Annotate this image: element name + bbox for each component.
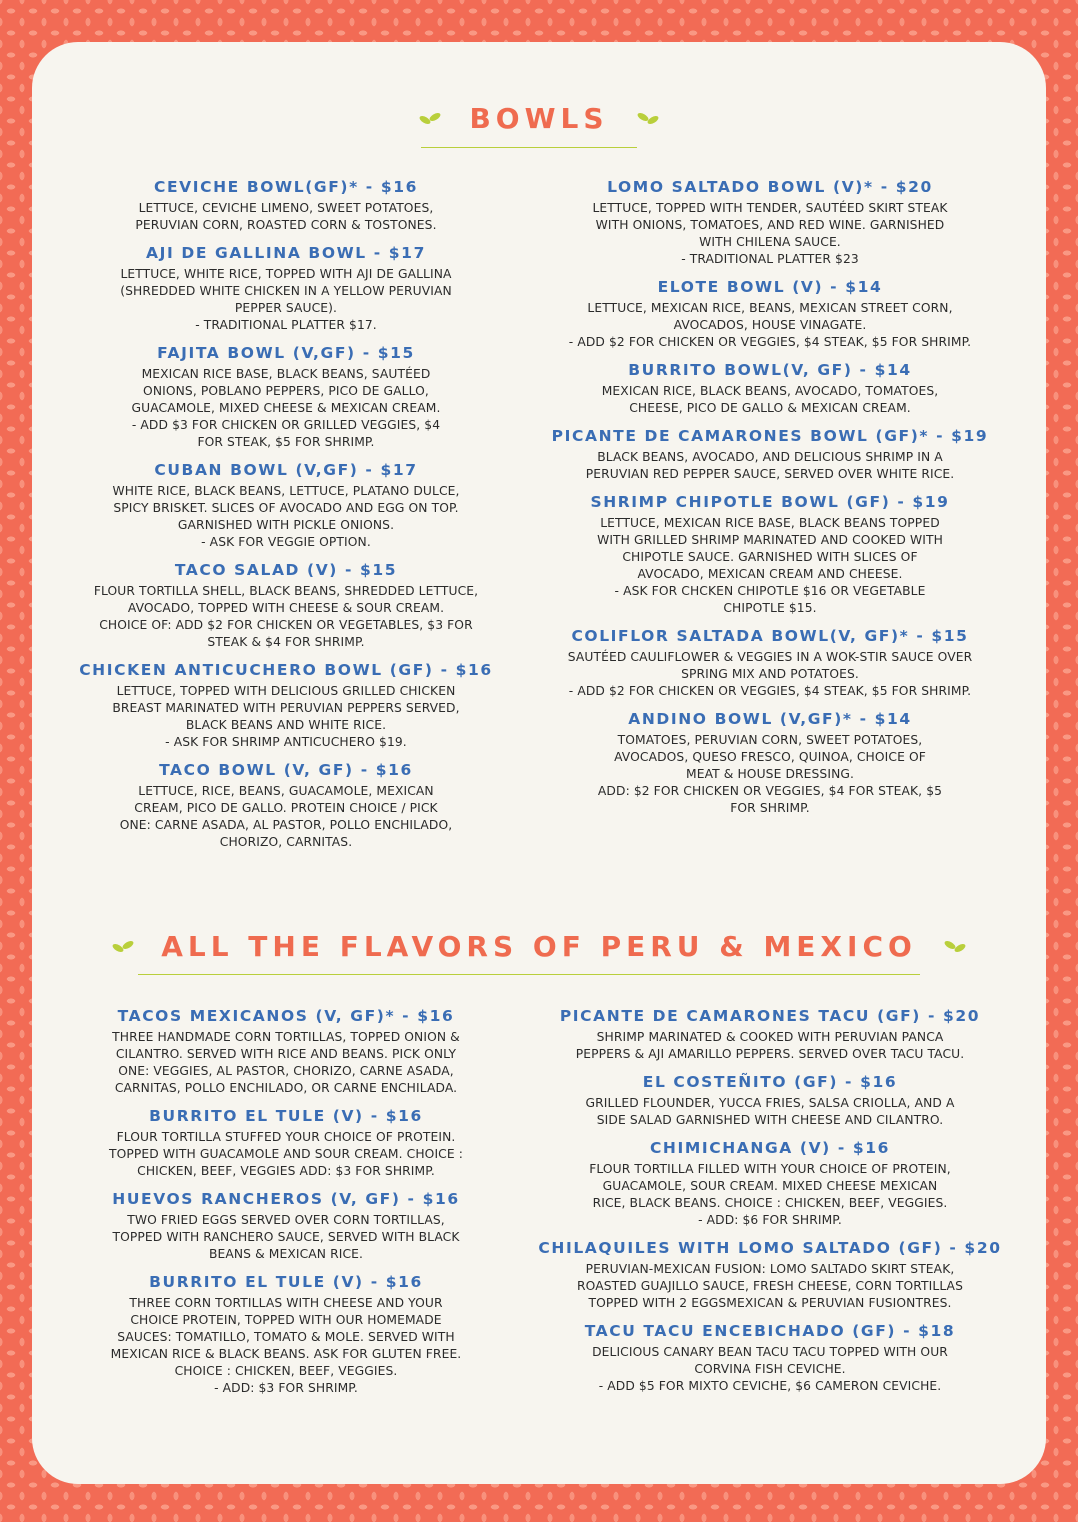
- menu-item: [540, 493, 1000, 617]
- menu-item-name: LOMO SALTADO BOWL (V)* - $20: [607, 178, 933, 196]
- menu-item: [70, 1107, 502, 1180]
- menu-item: [540, 427, 1000, 483]
- flavors-divider: [138, 974, 920, 975]
- menu-item-description: THREE HANDMADE CORN TORTILLAS, TOPPED ONION & CILANTRO. SERVED WITH RICE AND BEANS. PICK ONLY ONE: VEGGIES, AL PASTOR, CHORIZO, CARNE ASADA, CARNITAS, POLLO ENCHILADO, OR CARNE ENCHILADA.: [112, 1030, 460, 1095]
- menu-item: [70, 178, 502, 234]
- menu-item: [70, 1007, 502, 1097]
- menu-item-description: BLACK BEANS, AVOCADO, AND DELICIOUS SHRIMP IN A PERUVIAN RED PEPPER SAUCE, SERVED OVER WHITE RICE.: [585, 450, 955, 481]
- menu-item: [70, 344, 502, 451]
- menu-item-description: PERUVIAN-MEXICAN FUSION: LOMO SALTADO SKIRT STEAK, ROASTED GUAJILLO SAUCE, FRESH CHEESE, CORN TORTILLAS TOPPED WITH 2 EGGSMEXICAN & PERUVIAN FUSIONTRES.: [577, 1262, 963, 1310]
- menu-item-name: CHICKEN ANTICUCHERO BOWL (GF) - $16: [79, 661, 493, 679]
- menu-item-name: TACO BOWL (V, GF) - $16: [159, 761, 413, 779]
- menu-item-name: TACO SALAD (V) - $15: [174, 561, 398, 579]
- menu-item-description: MEXICAN RICE BASE, BLACK BEANS, SAUTÉED ONIONS, POBLANO PEPPERS, PICO DE GALLO, GUACAMOLE, MIXED CHEESE & MEXICAN CREAM. - ADD $3 FOR CHICKEN OR GRILLED VEGGIES, $4 FOR STEAK, $5 FOR SHRIMP.: [131, 367, 441, 449]
- bowls-left-column: [70, 178, 502, 861]
- menu-item-description: TOMATOES, PERUVIAN CORN, SWEET POTATOES, AVOCADOS, QUESO FRESCO, QUINOA, CHOICE OF MEAT & HOUSE DRESSING. ADD: $2 FOR CHICKEN OR VEGGIES, $4 FOR STEAK, $5 FOR SHRIMP.: [597, 733, 943, 815]
- menu-item-name: CEVICHE BOWL(GF)* - $16: [154, 178, 418, 196]
- menu-item: [540, 178, 1000, 268]
- menu-item: [530, 1139, 1010, 1229]
- menu-item-description: SHRIMP MARINATED & COOKED WITH PERUVIAN PANCA PEPPERS & AJI AMARILLO PEPPERS. SERVED OVER TACU TACU.: [575, 1030, 965, 1061]
- menu-item-description: LETTUCE, RICE, BEANS, GUACAMOLE, MEXICAN CREAM, PICO DE GALLO. PROTEIN CHOICE / PICK ONE: CARNE ASADA, AL PASTOR, POLLO ENCHILADO, CHORIZO, CARNITAS.: [119, 784, 453, 849]
- menu-item-name: EL COSTEÑITO (GF) - $16: [642, 1073, 898, 1091]
- bowls-section-heading: [0, 100, 1078, 135]
- menu-item: [530, 1007, 1010, 1063]
- menu-item-name: CHIMICHANGA (V) - $16: [649, 1139, 891, 1157]
- menu-item-name: CUBAN BOWL (V,GF) - $17: [154, 461, 418, 479]
- leaf-icon: [942, 938, 968, 954]
- menu-item-name: BURRITO BOWL(V, GF) - $14: [628, 361, 912, 379]
- menu-item-description: LETTUCE, MEXICAN RICE, BEANS, MEXICAN STREET CORN, AVOCADOS, HOUSE VINAGATE. - ADD $2 FOR CHICKEN OR VEGGIES, $4 STEAK, $5 FOR SHRIMP.: [568, 301, 972, 349]
- menu-item-description: WHITE RICE, BLACK BEANS, LETTUCE, PLATANO DULCE, SPICY BRISKET. SLICES OF AVOCADO AND EGG ON TOP. GARNISHED WITH PICKLE ONIONS. - ASK FOR VEGGIE OPTION.: [112, 484, 460, 549]
- bowls-right-column: [540, 178, 1000, 827]
- menu-item-name: AJI DE GALLINA BOWL - $17: [146, 244, 426, 262]
- flavors-right-column: [530, 1007, 1010, 1405]
- flavors-section-heading: [0, 928, 1078, 963]
- menu-item-description: MEXICAN RICE, BLACK BEANS, AVOCADO, TOMATOES, CHEESE, PICO DE GALLO & MEXICAN CREAM.: [601, 384, 939, 415]
- menu-item-name: BURRITO EL TULE (V) - $16: [149, 1273, 423, 1291]
- menu-item-name: FAJITA BOWL (V,GF) - $15: [157, 344, 415, 362]
- menu-item-description: LETTUCE, CEVICHE LIMENO, SWEET POTATOES, PERUVIAN CORN, ROASTED CORN & TOSTONES.: [135, 201, 437, 232]
- menu-item-description: FLOUR TORTILLA SHELL, BLACK BEANS, SHREDDED LETTUCE, AVOCADO, TOPPED WITH CHEESE & SOUR CREAM. CHOICE OF: ADD $2 FOR CHICKEN OR VEGETABLES, $3 FOR STEAK & $4 FOR SHRIMP.: [93, 584, 479, 649]
- leaf-icon: [635, 110, 661, 126]
- menu-item-name: PICANTE DE CAMARONES BOWL (GF)* - $19: [551, 427, 989, 445]
- menu-item-description: DELICIOUS CANARY BEAN TACU TACU TOPPED WITH OUR CORVINA FISH CEVICHE. - ADD $5 FOR MIXTO CEVICHE, $6 CAMERON CEVICHE.: [592, 1345, 948, 1393]
- menu-item: [530, 1239, 1010, 1312]
- menu-item: [70, 661, 502, 751]
- menu-item: [530, 1322, 1010, 1395]
- menu-item: [540, 361, 1000, 417]
- menu-item-name: SHRIMP CHIPOTLE BOWL (GF) - $19: [590, 493, 950, 511]
- menu-item-name: TACOS MEXICANOS (V, GF)* - $16: [117, 1007, 455, 1025]
- menu-item: [70, 1273, 502, 1397]
- menu-item: [70, 761, 502, 851]
- menu-item: [530, 1073, 1010, 1129]
- menu-item-name: COLIFLOR SALTADA BOWL(V, GF)* - $15: [571, 627, 969, 645]
- menu-item: [70, 244, 502, 334]
- menu-item-description: GRILLED FLOUNDER, YUCCA FRIES, SALSA CRIOLLA, AND A SIDE SALAD GARNISHED WITH CHEESE AND CILANTRO.: [585, 1096, 955, 1127]
- menu-item: [70, 561, 502, 651]
- menu-item-description: FLOUR TORTILLA STUFFED YOUR CHOICE OF PROTEIN. TOPPED WITH GUACAMOLE AND SOUR CREAM. CHOICE : CHICKEN, BEEF, VEGGIES ADD: $3 FOR SHRIMP.: [109, 1130, 463, 1178]
- leaf-icon: [417, 110, 443, 126]
- menu-item: [540, 710, 1000, 817]
- bowls-title: BOWLS: [469, 101, 609, 135]
- menu-item-description: LETTUCE, WHITE RICE, TOPPED WITH AJI DE GALLINA (SHREDDED WHITE CHICKEN IN A YELLOW PERUVIAN PEPPER SAUCE). - TRADITIONAL PLATTER $17.: [120, 267, 452, 332]
- menu-item: [70, 461, 502, 551]
- menu-item-name: BURRITO EL TULE (V) - $16: [149, 1107, 423, 1125]
- menu-item-name: HUEVOS RANCHEROS (V, GF) - $16: [112, 1190, 460, 1208]
- menu-item-name: ELOTE BOWL (V) - $14: [657, 278, 883, 296]
- menu-item-description: FLOUR TORTILLA FILLED WITH YOUR CHOICE OF PROTEIN, GUACAMOLE, SOUR CREAM. MIXED CHEESE MEXICAN RICE, BLACK BEANS. CHOICE : CHICKEN, BEEF, VEGGIES. - ADD: $6 FOR SHRIMP.: [589, 1162, 951, 1227]
- leaf-icon: [110, 938, 136, 954]
- menu-item-description: TWO FRIED EGGS SERVED OVER CORN TORTILLAS, TOPPED WITH RANCHERO SAUCE, SERVED WITH BLACK BEANS & MEXICAN RICE.: [112, 1213, 460, 1261]
- bowls-divider: [421, 147, 637, 148]
- menu-item-description: LETTUCE, TOPPED WITH DELICIOUS GRILLED CHICKEN BREAST MARINATED WITH PERUVIAN PEPPERS SERVED, BLACK BEANS AND WHITE RICE. - ASK FOR SHRIMP ANTICUCHERO $19.: [112, 684, 460, 749]
- menu-item-description: THREE CORN TORTILLAS WITH CHEESE AND YOUR CHOICE PROTEIN, TOPPED WITH OUR HOMEMADE SAUCES: TOMATILLO, TOMATO & MOLE. SERVED WITH MEXICAN RICE & BLACK BEANS. ASK FOR GLUTEN FREE. CHOICE : CHICKEN, BEEF, VEGGIES. - ADD: $3 FOR SHRIMP.: [110, 1296, 462, 1395]
- menu-item: [540, 627, 1000, 700]
- menu-item-name: TACU TACU ENCEBICHADO (GF) - $18: [584, 1322, 956, 1340]
- menu-item-name: ANDINO BOWL (V,GF)* - $14: [628, 710, 912, 728]
- menu-item-name: PICANTE DE CAMARONES TACU (GF) - $20: [559, 1007, 981, 1025]
- menu-item-description: LETTUCE, MEXICAN RICE BASE, BLACK BEANS TOPPED WITH GRILLED SHRIMP MARINATED AND COOKED WITH CHIPOTLE SAUCE. GARNISHED WITH SLICES OF AVOCADO, MEXICAN CREAM AND CHEESE. - ASK FOR CHCKEN CHIPOTLE $16 OR VEGETABLE CHIPOTLE $15.: [597, 516, 943, 615]
- menu-item-description: SAUTÉED CAULIFLOWER & VEGGIES IN A WOK-STIR SAUCE OVER SPRING MIX AND POTATOES. - ADD $2 FOR CHICKEN OR VEGGIES, $4 STEAK, $5 FOR SHRIMP.: [567, 650, 973, 698]
- flavors-title: ALL THE FLAVORS OF PERU & MEXICO: [161, 929, 917, 963]
- menu-item-description: LETTUCE, TOPPED WITH TENDER, SAUTÉED SKIRT STEAK WITH ONIONS, TOMATOES, AND RED WINE. GARNISHED WITH CHILENA SAUCE. - TRADITIONAL PLATTER $23: [592, 201, 948, 266]
- flavors-left-column: [70, 1007, 502, 1407]
- menu-item-name: CHILAQUILES WITH LOMO SALTADO (GF) - $20: [538, 1239, 1002, 1257]
- menu-item: [70, 1190, 502, 1263]
- menu-item: [540, 278, 1000, 351]
